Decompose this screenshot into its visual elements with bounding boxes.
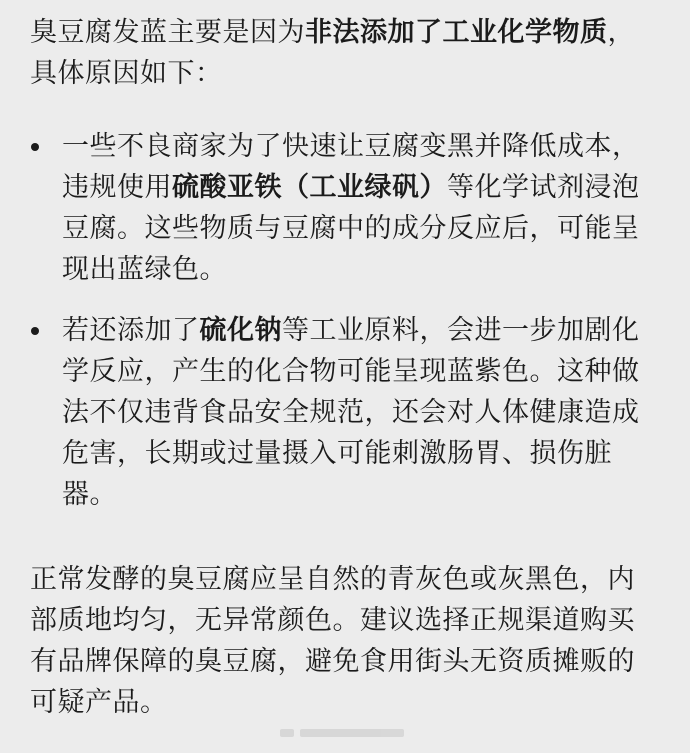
closing-line: 部质地均匀，无异常颜色。建议选择正规渠道购买 <box>30 605 635 636</box>
closing-line: 有品牌保障的臭豆腐，避免食用街头无资质摊贩的 <box>30 646 635 677</box>
intro-paragraph <box>30 12 670 94</box>
closing-line: 可疑产品。 <box>30 687 168 718</box>
watermark-mark <box>300 729 404 737</box>
closing-paragraph <box>30 559 670 723</box>
list-item-line: 豆腐。这些物质与豆腐中的成分反应后，可能呈 <box>62 213 640 244</box>
list-item-line <box>62 167 682 208</box>
intro-punct: ， <box>607 17 635 48</box>
watermark <box>280 723 404 743</box>
list-item-text: 等工业原料，会进一步加剧化 <box>282 315 640 346</box>
list-item <box>62 126 682 290</box>
list-item <box>62 310 682 515</box>
bullet-dot <box>31 143 39 151</box>
list-item-text: 违规使用 <box>62 172 172 203</box>
list-item-line: 法不仅违背食品安全规范，还会对人体健康造成 <box>62 397 640 428</box>
list-item-text: 等化学试剂浸泡 <box>447 172 640 203</box>
closing-line: 正常发酵的臭豆腐应呈自然的青灰色或灰黑色，内 <box>30 564 635 595</box>
bullet-dot <box>31 327 39 335</box>
list-item-bold-text: 硫酸亚铁（工业绿矾） <box>172 172 447 203</box>
watermark-mark <box>280 729 294 737</box>
list-item-line <box>62 310 682 351</box>
list-item-bold-text: 硫化钠 <box>199 315 282 346</box>
list-item-line: 危害，长期或过量摄入可能刺激肠胃、损伤脏 <box>62 438 612 469</box>
intro-line-2: 具体原因如下： <box>30 58 223 89</box>
list-item-text: 若还添加了 <box>62 315 200 346</box>
list-item-line: 一些不良商家为了快速让豆腐变黑并降低成本， <box>62 131 640 162</box>
intro-bold-text: 非法添加了工业化学物质 <box>305 17 608 48</box>
list-item-line: 器。 <box>62 479 117 510</box>
list-item-line: 现出蓝绿色。 <box>62 254 227 285</box>
intro-line-1 <box>30 12 670 53</box>
list-item-line: 学反应，产生的化合物可能呈现蓝紫色。这种做 <box>62 356 640 387</box>
intro-text: 臭豆腐发蓝主要是因为 <box>30 17 305 48</box>
